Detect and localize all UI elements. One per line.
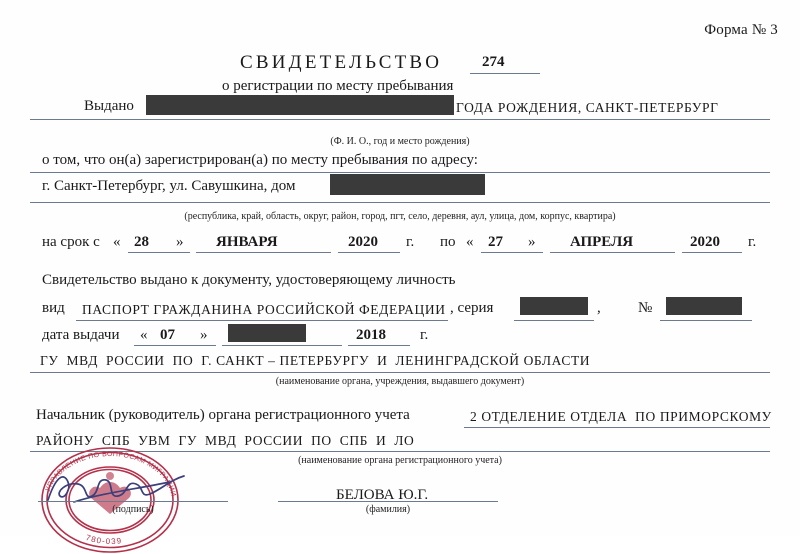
svg-text:780-039: 780-039	[84, 532, 123, 547]
term-from-quote-open: «	[113, 234, 121, 250]
identity-authority-caption: (наименование органа, учреждения, выдавшего документ)	[275, 376, 525, 387]
surname-value: БЕЛОВА Ю.Г.	[336, 487, 429, 503]
identity-authority: ГУ МВД РОССИИ ПО Г. САНКТ – ПЕТЕРБУРГУ И ЛЕНИНГРАДСКОЙ ОБЛАСТИ	[40, 353, 591, 368]
fio-caption: (Ф. И. О., год и место рождения)	[330, 136, 470, 147]
term-from-day-rule	[128, 252, 190, 253]
identity-series-label: , серия	[450, 300, 494, 316]
term-to-year-abbr: г.	[748, 234, 757, 250]
identity-series-rule	[514, 320, 594, 321]
identity-number-label: №	[638, 300, 653, 316]
address-caption: (республика, край, область, округ, район, город, пгт, село, деревня, аул, улица, дом, корпус, квартира)	[184, 211, 616, 222]
identity-issue-year-rule	[348, 345, 410, 346]
identity-issue-day: 07	[160, 327, 175, 343]
redacted-series-block	[520, 297, 588, 315]
issue-quote-close: »	[200, 327, 208, 343]
chief-office-line1-rule	[464, 427, 770, 428]
surname-caption: (фамилия)	[365, 504, 411, 515]
term-to-quote-close: »	[528, 234, 536, 250]
term-to-day: 27	[488, 234, 503, 250]
term-to-day-rule	[481, 252, 543, 253]
issued-to-rule	[30, 119, 770, 120]
identity-issue-day-rule	[134, 345, 216, 346]
address-value: г. Санкт-Петербург, ул. Савушкина, дом	[42, 178, 296, 194]
registered-statement-rule	[30, 172, 770, 173]
identity-type-label: вид	[42, 300, 65, 316]
page-subtitle: о регистрации по месту пребывания	[222, 78, 454, 94]
term-to-year-rule	[682, 252, 742, 253]
identity-issue-month-rule	[222, 345, 342, 346]
term-to-month: АПРЕЛЯ	[570, 234, 634, 250]
term-from-year-rule	[338, 252, 400, 253]
chief-office-line2: РАЙОНУ СПБ УВМ ГУ МВД РОССИИ ПО СПБ И ЛО	[36, 433, 415, 448]
chief-office-caption: (наименование органа регистрационного учета)	[298, 455, 502, 466]
signature-caption: (подпись)	[112, 504, 154, 515]
term-from-year-abbr: г.	[406, 234, 415, 250]
term-to-label: по	[440, 234, 456, 250]
redacted-address-block	[330, 174, 485, 195]
identity-number-rule	[660, 320, 752, 321]
redacted-number-block	[666, 297, 742, 315]
identity-issue-year: 2018	[356, 327, 386, 343]
term-from-label: на срок с	[42, 234, 100, 250]
registered-statement: о том, что он(а) зарегистрирован(а) по месту пребывания по адресу:	[42, 152, 478, 168]
redacted-issue-month-block	[228, 324, 306, 342]
certificate-number-rule	[470, 73, 540, 74]
term-from-month-rule	[196, 252, 331, 253]
page-title: СВИДЕТЕЛЬСТВО	[240, 52, 443, 73]
identity-series-comma: ,	[597, 300, 601, 316]
term-from-year: 2020	[348, 234, 378, 250]
certificate-number: 274	[482, 54, 505, 70]
identity-issue-year-abbr: г.	[420, 327, 429, 343]
chief-label: Начальник (руководитель) органа регистрационного учета	[36, 407, 410, 423]
identity-issue-date-label: дата выдачи	[42, 327, 120, 343]
term-to-month-rule	[550, 252, 675, 253]
identity-type-value: ПАСПОРТ ГРАЖДАНИНА РОССИЙСКОЙ ФЕДЕРАЦИИ	[82, 302, 446, 317]
redacted-name-block	[146, 95, 454, 115]
surname-rule	[278, 501, 498, 502]
term-from-day: 28	[134, 234, 149, 250]
term-from-month: ЯНВАРЯ	[216, 234, 278, 250]
issued-to-label: Выдано	[84, 98, 134, 114]
identity-authority-rule	[30, 372, 770, 373]
chief-office-line1: 2 ОТДЕЛЕНИЕ ОТДЕЛА ПО ПРИМОРСКОМУ	[470, 409, 772, 424]
term-to-year: 2020	[690, 234, 720, 250]
issued-to-value: ГОДА РОЖДЕНИЯ, САНКТ-ПЕТЕРБУРГ	[456, 100, 719, 115]
term-from-quote-close: »	[176, 234, 184, 250]
signature-rule	[38, 501, 228, 502]
identity-intro: Свидетельство выдано к документу, удостоверяющему личность	[42, 272, 456, 288]
term-to-quote-open: «	[466, 234, 474, 250]
form-number-label: Форма № 3	[704, 22, 778, 38]
address-rule	[30, 202, 770, 203]
identity-type-rule	[76, 320, 448, 321]
issue-quote-open: «	[140, 327, 148, 343]
svg-text:УПРАВЛЕНИЕ ПО ВОПРОСАМ МИГРАЦИ: УПРАВЛЕНИЕ ПО ВОПРОСАМ МИГРАЦИИ	[44, 450, 177, 498]
